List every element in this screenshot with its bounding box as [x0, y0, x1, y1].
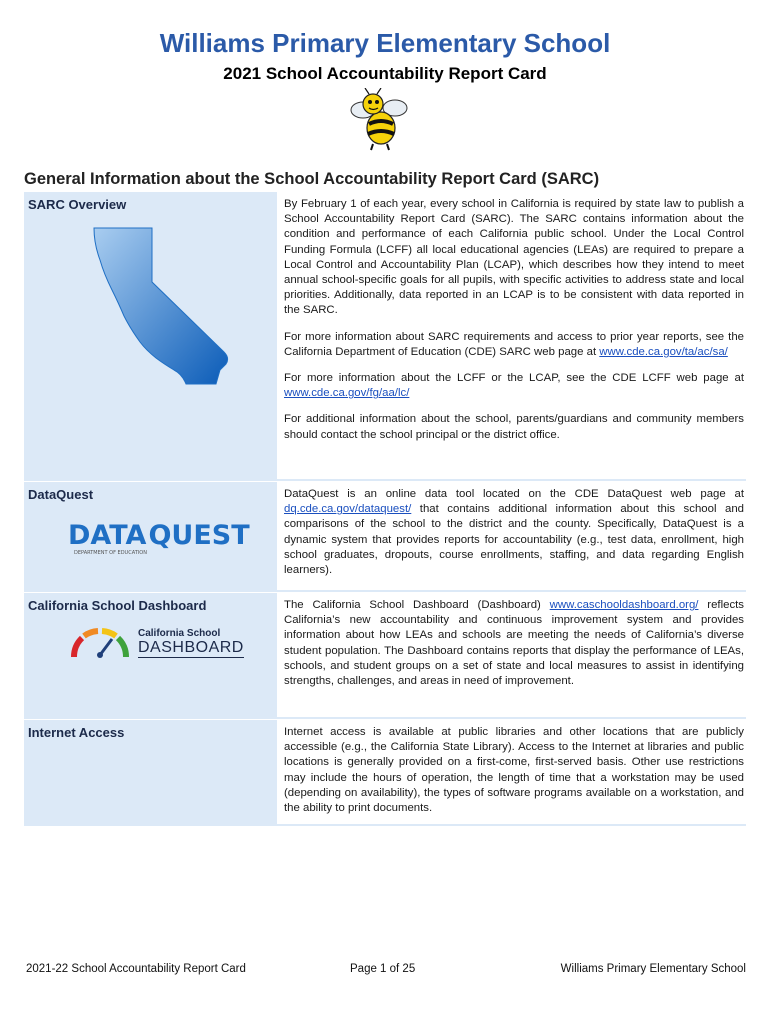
row-label-cell — [24, 720, 280, 824]
sarc-paragraph-2-text: For more information about SARC requirements and access to prior year reports, see the California Department of Education (CDE) SARC web page at — [284, 330, 744, 358]
dashboard-logo-line2: DASHBOARD — [138, 639, 244, 656]
row-content-cell — [280, 192, 746, 479]
table-row — [24, 191, 746, 479]
footer-page-number: Page 1 of 25 — [350, 963, 416, 975]
row-content-cell — [280, 482, 746, 590]
sarc-paragraph-3 — [284, 371, 744, 401]
dataquest-logo-uest: UEST — [171, 520, 250, 551]
dataquest-text-before: DataQuest is an online data tool located on the CDE DataQuest web page at — [284, 488, 744, 500]
dataquest-logo-ata: ATA — [90, 520, 147, 551]
dashboard-paragraph — [284, 598, 744, 689]
section-heading: General Information about the School Accountability Report Card (SARC) — [24, 170, 600, 188]
dataquest-logo-q: Q — [148, 520, 172, 551]
california-map-icon — [90, 224, 240, 389]
dataquest-logo-d: D — [68, 520, 91, 551]
internet-paragraph: Internet access is available at public libraries and other locations that are publicly accessible (e.g., the California State Library). Access to the Internet at libraries and public locations is generally provided on a first-come, first-served basis. Other use restrictions may include the hours of operation, the length of time that a workstation may be used (depending on availability), the types of software programs available on a workstation, and the ability to print documents. — [284, 726, 744, 815]
sarc-paragraph-2 — [284, 330, 744, 360]
sarc-info-table — [24, 191, 746, 826]
dashboard-web-link[interactable]: www.caschooldashboard.org/ — [549, 599, 699, 611]
table-row — [24, 481, 746, 590]
row-content-cell — [280, 720, 746, 824]
dashboard-logo-line1: California School — [138, 628, 221, 639]
school-title: Williams Primary Elementary School — [159, 28, 611, 58]
row-label: Internet Access — [28, 725, 125, 740]
lcff-web-link[interactable]: www.cde.ca.gov/fg/aa/lc/ — [284, 387, 410, 400]
report-subtitle: 2021 School Accountability Report Card — [223, 64, 547, 83]
row-label-cell — [24, 593, 280, 717]
row-divider — [24, 824, 746, 826]
row-label-cell — [24, 192, 280, 479]
dashboard-logo — [68, 625, 273, 661]
dataquest-logo-sub: DEPARTMENT OF EDUCATION — [74, 550, 147, 556]
sarc-paragraph-3-text: For more information about the LCFF or the LCAP, see the CDE LCFF web page at — [284, 372, 744, 385]
dataquest-web-link[interactable]: dq.cde.ca.gov/dataquest/ — [284, 503, 412, 516]
dashboard-text-after: reflects California’s new accountability and continuous improvement system and provides information about how LEAs and schools are meeting the needs of California’s diverse student population. The Dashboard contains reports that display the performance of LEAs, schools, and student groups on a set of state and local measures to assist in identifying strengths, challenges, and areas in need of improvement. — [284, 599, 744, 688]
table-row — [24, 592, 746, 717]
sarc-paragraph-1: By February 1 of each year, every school in California is required by state law to publish a School Accountability Report Card (SARC). The SARC contains information about the condition and performance of each California public school. Under the Local Control Funding Formula (LCFF) all local educational agencies (LEAs) are required to prepare a Local Control and Accountability Plan (LCAP), which describes how they intend to meet annual school-specific goals for all pupils, with specific activities to address state and local priorities. Additionally, data reported in an LCAP is to be consistent with data reported in the SARC. — [284, 198, 744, 317]
table-row — [24, 719, 746, 824]
dataquest-logo — [68, 522, 273, 557]
row-label: SARC Overview — [28, 197, 127, 212]
footer-school-name: Williams Primary Elementary School — [560, 963, 746, 975]
row-label: DataQuest — [28, 487, 94, 502]
sarc-paragraph-4: For additional information about the school, parents/guardians and community members should contact the school principal or the district office. — [284, 413, 744, 441]
dataquest-paragraph — [284, 487, 744, 578]
gauge-icon — [68, 625, 132, 661]
row-label-cell — [24, 482, 280, 590]
dashboard-text-before: The California School Dashboard (Dashboard) — [284, 599, 550, 611]
row-label: California School Dashboard — [28, 598, 207, 613]
sarc-web-link[interactable]: www.cde.ca.gov/ta/ac/sa/ — [599, 345, 728, 358]
row-content-cell — [280, 593, 746, 717]
bee-mascot-icon — [343, 88, 413, 152]
footer-report-name: 2021-22 School Accountability Report Card — [26, 963, 246, 975]
dataquest-text-after: that contains additional information about this school and comparisons of the school to the district and the county. Specifically, DataQuest is a dynamic system that provides reports for accountability (e.g., test data, enrollment, high school graduates, dropouts, course enrollments, staffing, and data regarding English learners). — [284, 503, 744, 577]
